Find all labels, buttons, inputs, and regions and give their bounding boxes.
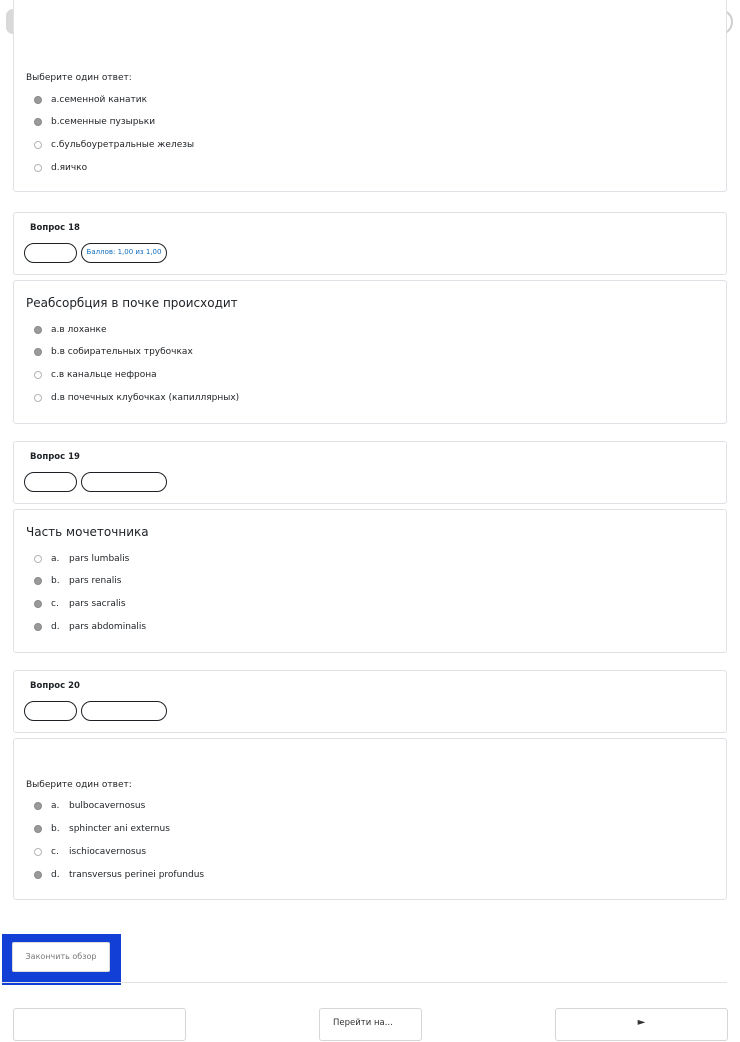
question-18-content — [13, 280, 727, 424]
question-number: Вопрос 18 — [30, 223, 80, 233]
option-a[interactable]: a. pars lumbalis — [34, 552, 129, 566]
option-text: семенные пузырьки — [59, 117, 156, 127]
option-text: ischiocavernosus — [69, 847, 147, 857]
question-number: Вопрос 19 — [30, 452, 80, 462]
answer-prompt: Выберите один ответ: — [26, 73, 132, 83]
question-17-content — [13, 0, 727, 192]
option-d[interactable]: d. pars abdominalis — [34, 620, 146, 634]
option-d[interactable]: d. transversus perinei profundus — [34, 868, 204, 882]
divider — [2, 982, 727, 983]
question-19-info — [13, 441, 727, 504]
question-text: Реабсорбция в почке происходит — [26, 296, 238, 310]
status-badge — [24, 472, 77, 492]
radio-d[interactable] — [34, 623, 42, 631]
option-text: в канальце нефрона — [58, 370, 157, 380]
option-text: pars renalis — [69, 576, 122, 586]
radio-c[interactable] — [34, 848, 42, 856]
option-b[interactable]: b. в собирательных трубочках — [34, 345, 193, 359]
option-text: в лоханке — [59, 325, 107, 335]
status-badge — [24, 243, 77, 263]
option-a[interactable]: a. bulbocavernosus — [34, 799, 145, 813]
option-c[interactable]: c. в канальце нефрона — [34, 368, 157, 382]
option-b[interactable]: b. pars renalis — [34, 574, 121, 588]
status-badge — [24, 701, 77, 721]
radio-b[interactable] — [34, 577, 42, 585]
next-activity-button[interactable]: ► — [555, 1008, 728, 1041]
question-20-content — [13, 738, 727, 900]
option-text: бульбоуретральные железы — [58, 140, 195, 150]
question-number: Вопрос 20 — [30, 681, 80, 691]
option-text: яичко — [59, 163, 88, 173]
option-text: семенной канатик — [59, 95, 148, 105]
question-19-content — [13, 509, 727, 653]
radio-b[interactable] — [34, 348, 42, 356]
option-text: transversus perinei profundus — [69, 870, 205, 880]
radio-a[interactable] — [34, 96, 42, 104]
radio-c[interactable] — [34, 600, 42, 608]
option-text: в собирательных трубочках — [59, 347, 193, 357]
radio-d[interactable] — [34, 871, 42, 879]
radio-c[interactable] — [34, 141, 42, 149]
option-a[interactable]: a. в лоханке — [34, 323, 107, 337]
radio-a[interactable] — [34, 555, 42, 563]
grade-badge — [81, 701, 167, 721]
question-20-info — [13, 670, 727, 733]
option-d[interactable]: d. в почечных клубочках (капиллярных) — [34, 391, 239, 405]
jump-to-select[interactable]: Перейти на... — [319, 1008, 422, 1041]
radio-b[interactable] — [34, 118, 42, 126]
option-text: sphincter ani externus — [69, 824, 170, 834]
radio-b[interactable] — [34, 825, 42, 833]
question-text: Часть мочеточника — [26, 525, 149, 539]
grade-badge — [81, 472, 167, 492]
radio-d[interactable] — [34, 164, 42, 172]
option-c[interactable]: c. бульбоуретральные железы — [34, 138, 194, 152]
option-text: в почечных клубочках (капиллярных) — [59, 393, 240, 403]
radio-c[interactable] — [34, 371, 42, 379]
option-c[interactable]: c. ischiocavernosus — [34, 845, 146, 859]
answer-prompt: Выберите один ответ: — [26, 780, 132, 790]
option-text: bulbocavernosus — [69, 801, 146, 811]
radio-d[interactable] — [34, 394, 42, 402]
option-b[interactable]: b. семенные пузырьки — [34, 115, 155, 129]
option-text: pars sacralis — [69, 599, 126, 609]
finish-review-button[interactable]: Закончить обзор — [12, 942, 110, 972]
previous-activity-button[interactable] — [13, 1008, 186, 1041]
option-c[interactable]: c. pars sacralis — [34, 597, 126, 611]
option-text: pars lumbalis — [69, 554, 130, 564]
radio-a[interactable] — [34, 802, 42, 810]
option-text: pars abdominalis — [69, 622, 147, 632]
option-b[interactable]: b. sphincter ani externus — [34, 822, 170, 836]
option-d[interactable]: d. яичко — [34, 161, 87, 175]
question-18-info — [13, 212, 727, 275]
option-a[interactable]: a. семенной канатик — [34, 93, 147, 107]
grade-badge: Баллов: 1,00 из 1,00 — [81, 243, 167, 263]
radio-a[interactable] — [34, 326, 42, 334]
